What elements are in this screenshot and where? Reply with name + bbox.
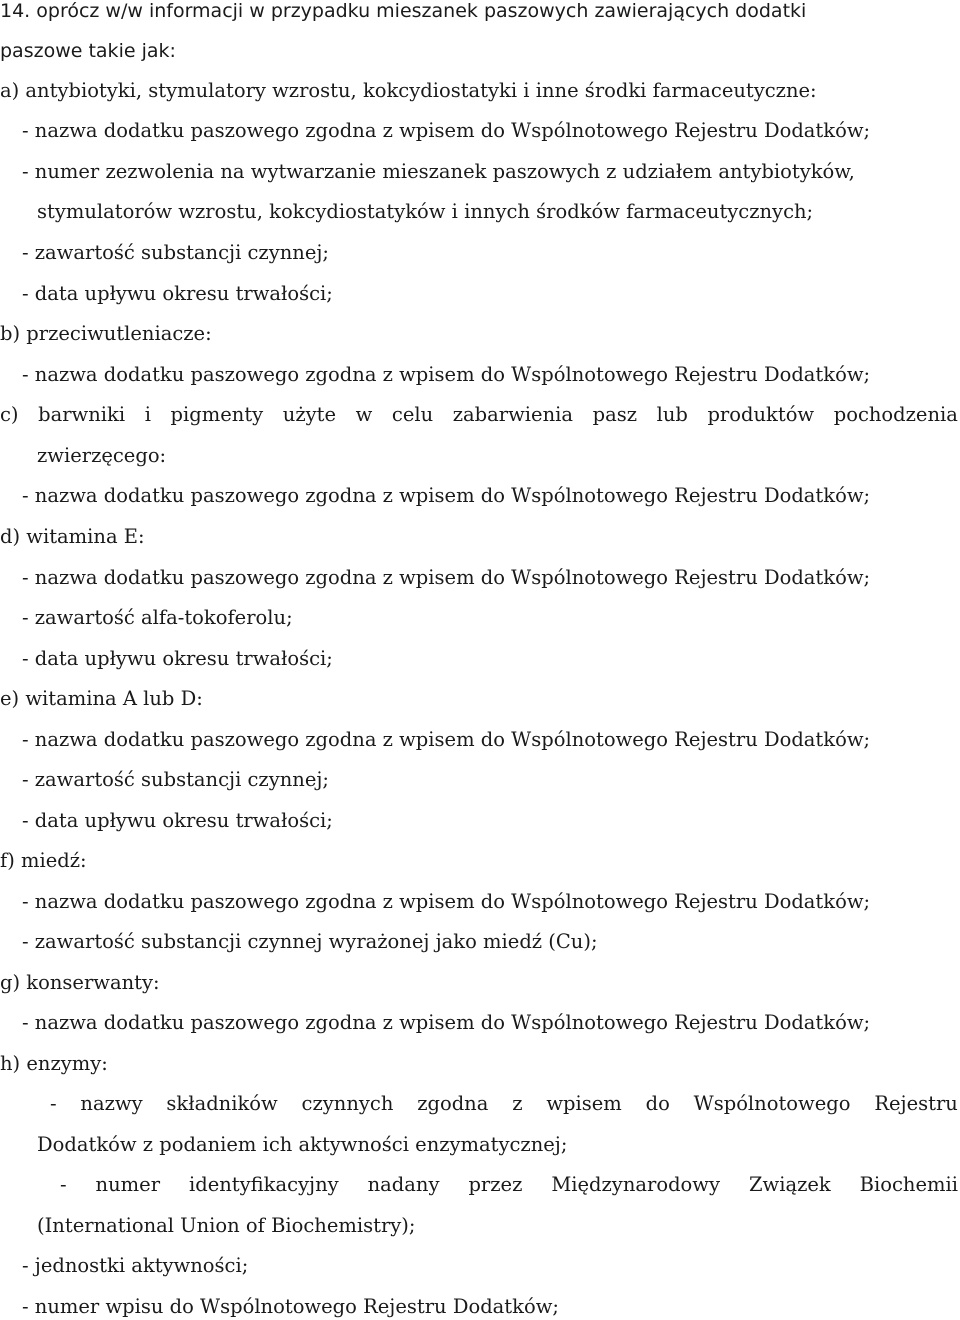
section-d-label: d) witamina E: bbox=[0, 525, 145, 548]
list-item: - nazwa dodatku paszowego zgodna z wpisem do Wspólnotowego Rejestru Dodatków; bbox=[22, 890, 871, 913]
list-item: - nazwa dodatku paszowego zgodna z wpisem do Wspólnotowego Rejestru Dodatków; bbox=[22, 728, 871, 751]
word: w bbox=[355, 403, 373, 426]
list-item: - zawartość substancji czynnej; bbox=[22, 768, 329, 791]
heading-line-2: paszowe takie jak: bbox=[0, 40, 176, 62]
section-c-label bbox=[0, 401, 958, 429]
word: Wspólnotowego bbox=[693, 1092, 851, 1115]
word: nadany bbox=[367, 1173, 440, 1196]
list-item: - jednostki aktywności; bbox=[22, 1254, 249, 1277]
word: do bbox=[645, 1092, 670, 1115]
word: numer bbox=[95, 1173, 161, 1196]
word: zgodna bbox=[417, 1092, 489, 1115]
section-c-label-continuation: zwierzęcego: bbox=[37, 444, 167, 467]
word: c) bbox=[0, 403, 19, 426]
list-item: - zawartość substancji czynnej wyrażonej jako miedź (Cu); bbox=[22, 930, 598, 953]
list-item: - numer zezwolenia na wytwarzanie mieszanek paszowych z udziałem antybiotyków, bbox=[22, 160, 855, 183]
section-f-label: f) miedź: bbox=[0, 849, 87, 872]
word: barwniki bbox=[38, 403, 126, 426]
word: pasz bbox=[592, 403, 637, 426]
word: produktów bbox=[707, 403, 815, 426]
word: Rejestru bbox=[874, 1092, 958, 1115]
word: czynnych bbox=[301, 1092, 394, 1115]
list-item-continuation: (International Union of Biochemistry); bbox=[37, 1214, 416, 1237]
list-item: - nazwa dodatku paszowego zgodna z wpisem do Wspólnotowego Rejestru Dodatków; bbox=[22, 1011, 871, 1034]
word: - bbox=[50, 1092, 57, 1115]
word: i bbox=[144, 403, 151, 426]
word: pochodzenia bbox=[833, 403, 958, 426]
word: Biochemii bbox=[859, 1173, 958, 1196]
list-item: - data upływu okresu trwałości; bbox=[22, 647, 333, 670]
section-h-label: h) enzymy: bbox=[0, 1052, 108, 1075]
word: nazwy bbox=[80, 1092, 143, 1115]
word: pigmenty bbox=[170, 403, 264, 426]
list-item bbox=[60, 1171, 958, 1199]
section-g-label: g) konserwanty: bbox=[0, 971, 160, 994]
list-item bbox=[50, 1090, 958, 1118]
section-b-label: b) przeciwutleniacze: bbox=[0, 322, 212, 345]
list-item: - nazwa dodatku paszowego zgodna z wpisem do Wspólnotowego Rejestru Dodatków; bbox=[22, 363, 871, 386]
word: użyte bbox=[282, 403, 337, 426]
section-e-label: e) witamina A lub D: bbox=[0, 687, 203, 710]
word: Międzynarodowy bbox=[551, 1173, 721, 1196]
word: Związek bbox=[748, 1173, 831, 1196]
word: składników bbox=[166, 1092, 278, 1115]
word: - bbox=[60, 1173, 67, 1196]
word: celu bbox=[391, 403, 434, 426]
list-item: - zawartość alfa-tokoferolu; bbox=[22, 606, 293, 629]
list-item-continuation: Dodatków z podaniem ich aktywności enzymatycznej; bbox=[37, 1133, 568, 1156]
list-item: - nazwa dodatku paszowego zgodna z wpisem do Wspólnotowego Rejestru Dodatków; bbox=[22, 566, 871, 589]
list-item: - data upływu okresu trwałości; bbox=[22, 282, 333, 305]
list-item: - nazwa dodatku paszowego zgodna z wpisem do Wspólnotowego Rejestru Dodatków; bbox=[22, 484, 871, 507]
word: identyfikacyjny bbox=[188, 1173, 339, 1196]
list-item: - numer wpisu do Wspólnotowego Rejestru Dodatków; bbox=[22, 1295, 559, 1318]
word: wpisem bbox=[546, 1092, 622, 1115]
list-item-continuation: stymulatorów wzrostu, kokcydiostatyków i innych środków farmaceutycznych; bbox=[37, 200, 814, 223]
word: przez bbox=[468, 1173, 523, 1196]
word: zabarwienia bbox=[452, 403, 573, 426]
word: z bbox=[512, 1092, 523, 1115]
list-item: - nazwa dodatku paszowego zgodna z wpisem do Wspólnotowego Rejestru Dodatków; bbox=[22, 119, 871, 142]
section-a-label: a) antybiotyki, stymulatory wzrostu, kokcydiostatyki i inne środki farmaceutyczne: bbox=[0, 79, 817, 102]
list-item: - data upływu okresu trwałości; bbox=[22, 809, 333, 832]
heading-line-1: 14. oprócz w/w informacji w przypadku mieszanek paszowych zawierających dodatki bbox=[0, 0, 807, 22]
list-item: - zawartość substancji czynnej; bbox=[22, 241, 329, 264]
word: lub bbox=[656, 403, 688, 426]
